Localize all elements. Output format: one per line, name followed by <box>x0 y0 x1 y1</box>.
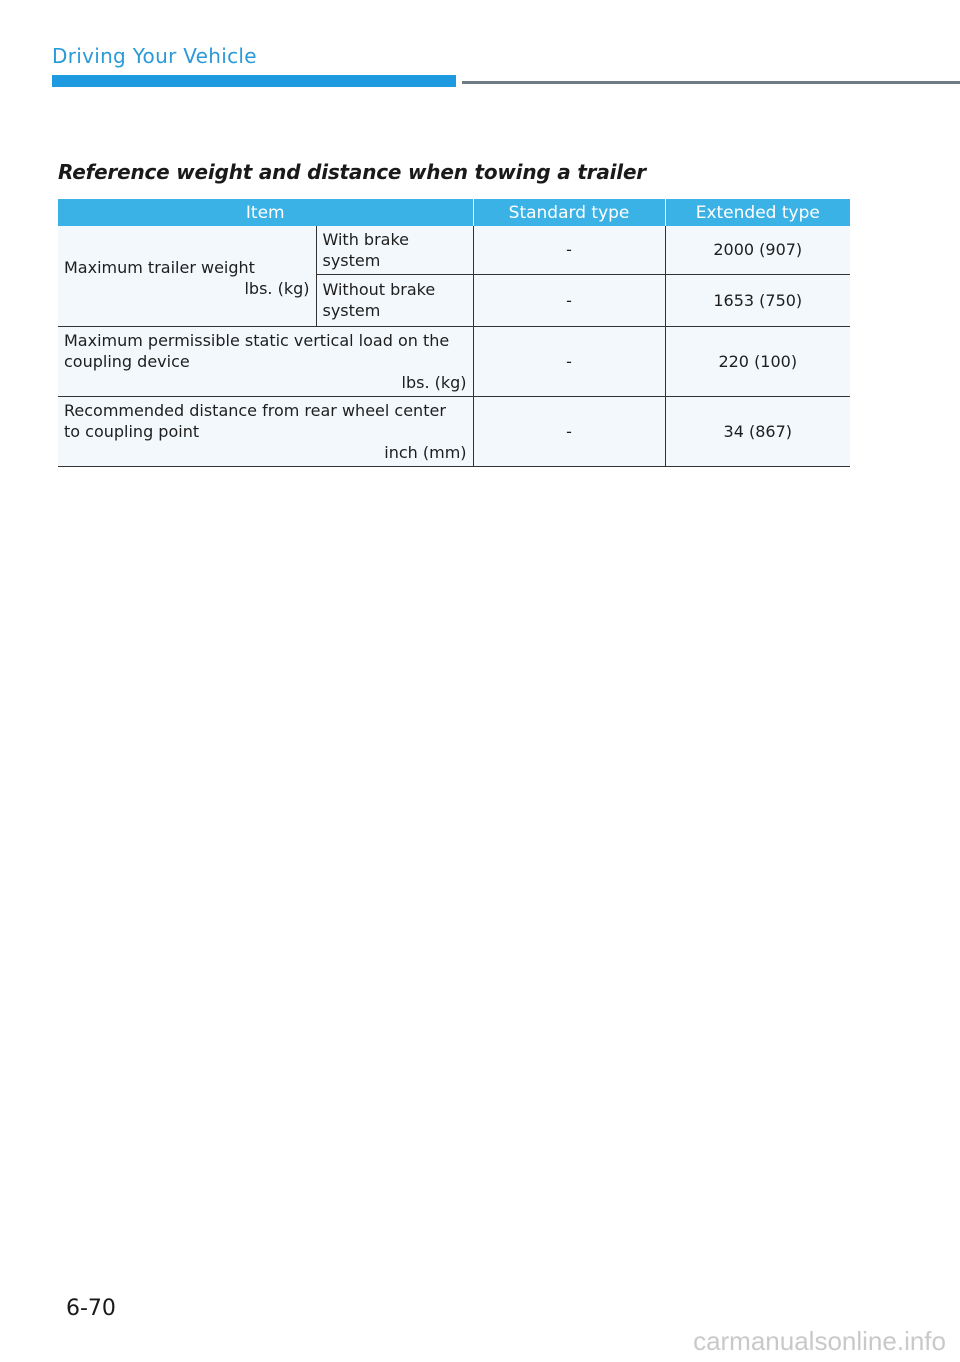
table-row <box>58 326 850 396</box>
extended-value: 2000 (907) <box>665 226 850 274</box>
section-title: Driving Your Vehicle <box>52 44 257 68</box>
table-row <box>58 226 850 274</box>
towing-reference-table <box>58 199 850 467</box>
standard-value: - <box>473 226 665 274</box>
sub-item-cell: Without brake system <box>316 274 473 326</box>
column-header-standard: Standard type <box>473 199 665 226</box>
item-cell <box>58 326 473 396</box>
standard-value: - <box>473 396 665 466</box>
item-cell <box>58 396 473 466</box>
header-rule-accent <box>52 75 456 87</box>
table-row <box>58 396 850 466</box>
extended-value: 220 (100) <box>665 326 850 396</box>
item-label: Maximum permissible static vertical load on the coupling device <box>64 330 450 371</box>
table-header-row <box>58 199 850 226</box>
item-cell <box>58 226 316 326</box>
header-rule <box>462 81 960 84</box>
column-header-item: Item <box>58 199 473 226</box>
standard-value: - <box>473 274 665 326</box>
section-heading: Reference weight and distance when towing a trailer <box>58 160 646 184</box>
item-unit: lbs. (kg) <box>244 278 310 298</box>
extended-value: 34 (867) <box>665 396 850 466</box>
extended-value: 1653 (750) <box>665 274 850 326</box>
item-label: Recommended distance from rear wheel center to coupling point <box>64 400 446 441</box>
column-header-extended: Extended type <box>665 199 850 226</box>
item-label: Maximum trailer weight <box>64 257 255 277</box>
item-unit: inch (mm) <box>384 442 467 462</box>
sub-item-cell: With brake system <box>316 226 473 274</box>
page-number: 6-70 <box>66 1296 116 1321</box>
standard-value: - <box>473 326 665 396</box>
item-unit: lbs. (kg) <box>401 372 467 392</box>
watermark: carmanualsonline.info <box>693 1326 946 1356</box>
